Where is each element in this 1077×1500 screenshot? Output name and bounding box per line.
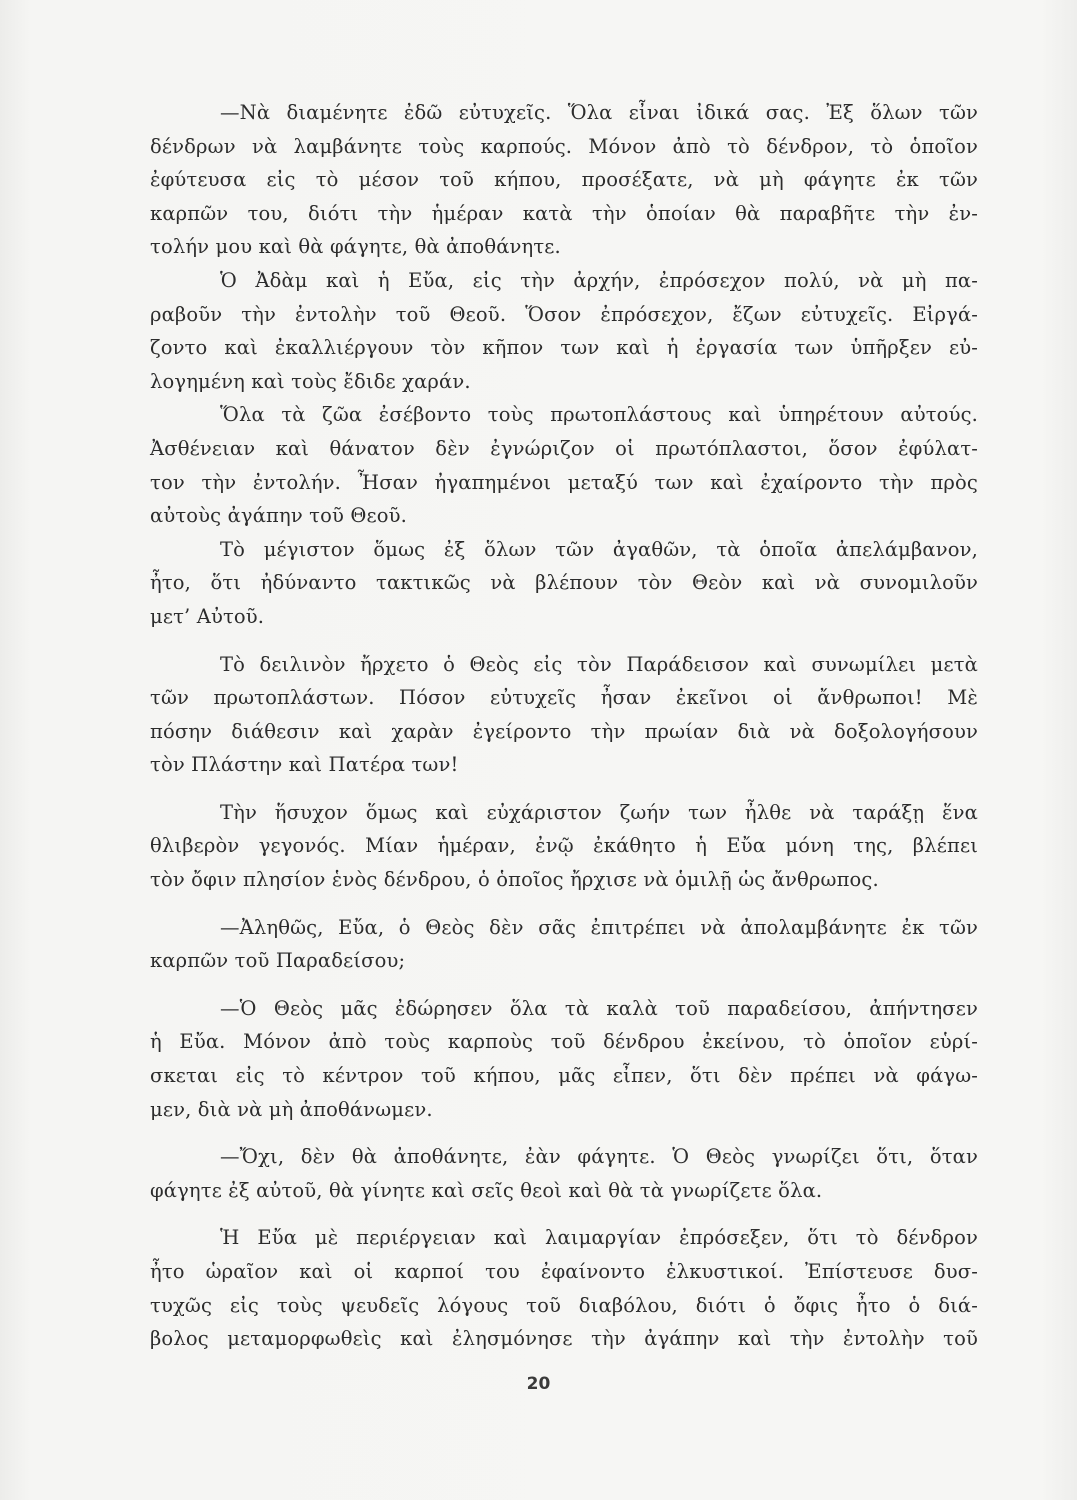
text-line: καρπῶν του, διότι τὴν ἡμέραν κατὰ τὴν ὁποίαν θὰ παραβῆτε τὴν ἐν-: [150, 201, 978, 225]
text-line: τῶν πρωτοπλάστων. Πόσον εὐτυχεῖς ἦσαν ἐκεῖνοι οἱ ἄνθρωποι! Μὲ: [150, 686, 978, 710]
text-line: τον τὴν ἐντολήν. Ἦσαν ἠγαπημένοι μεταξύ των καὶ ἐχαίροντο τὴν πρὸς: [150, 470, 978, 494]
text-line: πόσην διάθεσιν καὶ χαρὰν ἐγείροντο τὴν πρωίαν διὰ νὰ δοξολογήσουν: [150, 719, 978, 743]
text-line: Τὸ δειλινὸν ἤρχετο ὁ Θεὸς εἰς τὸν Παράδεισον καὶ συνωμίλει μετὰ: [220, 652, 978, 676]
text-line: τυχῶς εἰς τοὺς ψευδεῖς λόγους τοῦ διαβόλου, διότι ὁ ὄφις ἦτο ὁ διά-: [150, 1293, 978, 1317]
text-line: λογημένη καὶ τοὺς ἔδιδε χαράν.: [150, 369, 471, 393]
text-line: θλιβερὸν γεγονός. Μίαν ἡμέραν, ἐνῷ ἐκάθητο ἡ Εὔα μόνη της, βλέπει: [150, 834, 978, 858]
text-line: μετ’ Αὐτοῦ.: [150, 604, 265, 628]
paragraph: [150, 1140, 978, 1207]
paragraph: [150, 796, 978, 897]
body-text: [150, 96, 978, 1356]
paragraph: [150, 992, 978, 1126]
text-line: ἦτο, ὅτι ἠδύναντο τακτικῶς νὰ βλέπουν τὸν Θεὸν καὶ νὰ συνομιλοῦν: [150, 571, 978, 595]
text-line: σκεται εἰς τὸ κέντρον τοῦ κήπου, μᾶς εἶπεν, ὅτι δὲν πρέπει νὰ φάγω-: [150, 1064, 978, 1088]
text-line: Τὸ μέγιστον ὅμως ἐξ ὅλων τῶν ἀγαθῶν, τὰ ὁποῖα ἀπελάμβανον,: [220, 537, 978, 561]
text-line: ἐφύτευσα εἰς τὸ μέσον τοῦ κήπου, προσέξατε, νὰ μὴ φάγητε ἐκ τῶν: [150, 168, 978, 192]
paragraph: [150, 911, 978, 978]
text-line: τὸν Πλάστην καὶ Πατέρα των!: [150, 753, 459, 777]
text-line: ἦτο ὡραῖον καὶ οἱ καρποί του ἐφαίνοντο ἑλκυστικοί. Ἐπίστευσε δυσ-: [150, 1260, 978, 1283]
paragraph: [150, 96, 978, 264]
text-line: Τὴν ἥσυχον ὅμως καὶ εὐχάριστον ζωήν των ἦλθε νὰ ταράξῃ ἕνα: [220, 800, 978, 824]
paragraph: [150, 264, 978, 398]
text-line: τολήν μου καὶ θὰ φάγητε, θὰ ἀποθάνητε.: [150, 235, 561, 259]
paragraph: [150, 1221, 978, 1355]
text-line: —Ὄχι, δὲν θὰ ἀποθάνητε, ἐὰν φάγητε. Ὁ Θεὸς γνωρίζει ὅτι, ὅταν: [220, 1145, 978, 1169]
text-line: —Ἀληθῶς, Εὔα, ὁ Θεὸς δὲν σᾶς ἐπιτρέπει νὰ ἀπολαμβάνητε ἐκ τῶν: [220, 915, 978, 939]
text-line: μεν, διὰ νὰ μὴ ἀποθάνωμεν.: [150, 1097, 433, 1121]
text-line: βολος μεταμορφωθεὶς καὶ ἐλησμόνησε τὴν ἀγάπην καὶ τὴν ἐντολὴν τοῦ: [150, 1327, 978, 1351]
text-line: ζοντο καὶ ἐκαλλιέργουν τὸν κῆπον των καὶ ἡ ἐργασία των ὑπῆρξεν εὐ-: [150, 336, 978, 360]
text-line: ἡ Εὔα. Μόνον ἀπὸ τοὺς καρποὺς τοῦ δένδρου ἐκείνου, τὸ ὁποῖον εὑρί-: [150, 1030, 978, 1054]
text-line: τὸν ὄφιν πλησίον ἑνὸς δένδρου, ὁ ὁποῖος ἤρχισε νὰ ὁμιλῇ ὡς ἄνθρωπος.: [150, 868, 879, 892]
text-line: δένδρων νὰ λαμβάνητε τοὺς καρπούς. Μόνον ἀπὸ τὸ δένδρον, τὸ ὁποῖον: [150, 134, 978, 158]
text-line: Ἀσθένειαν καὶ θάνατον δὲν ἐγνώριζον οἱ πρωτόπλαστοι, ὅσον ἐφύλατ-: [150, 436, 978, 460]
text-line: ραβοῦν τὴν ἐντολὴν τοῦ Θεοῦ. Ὅσον ἐπρόσεχον, ἔζων εὐτυχεῖς. Εἰργά-: [150, 302, 978, 326]
text-line: —Ὁ Θεὸς μᾶς ἐδώρησεν ὅλα τὰ καλὰ τοῦ παραδείσου, ἀπήντησεν: [220, 996, 978, 1020]
paragraph: [150, 648, 978, 782]
text-line: καρπῶν τοῦ Παραδείσου;: [150, 949, 406, 973]
text-line: Ἡ Εὔα μὲ περιέργειαν καὶ λαιμαργίαν ἐπρόσεξεν, ὅτι τὸ δένδρον: [220, 1226, 978, 1250]
text-line: —Νὰ διαμένητε ἐδῶ εὐτυχεῖς. Ὅλα εἶναι ἰδικά σας. Ἐξ ὅλων τῶν: [220, 101, 978, 124]
paragraph: [150, 533, 978, 634]
page-number: 20: [526, 1374, 551, 1394]
text-line: Ὅλα τὰ ζῶα ἐσέβοντο τοὺς πρωτοπλάστους καὶ ὑπηρέτουν αὐτούς.: [220, 403, 978, 427]
text-line: Ὁ Ἀδὰμ καὶ ἡ Εὔα, εἰς τὴν ἀρχήν, ἐπρόσεχον πολύ, νὰ μὴ πα-: [220, 268, 978, 292]
paragraph: [150, 398, 978, 532]
text-line: αὐτοὺς ἀγάπην τοῦ Θεοῦ.: [150, 504, 407, 528]
text-line: φάγητε ἐξ αὐτοῦ, θὰ γίνητε καὶ σεῖς θεοὶ καὶ θὰ τὰ γνωρίζετε ὅλα.: [150, 1178, 823, 1202]
